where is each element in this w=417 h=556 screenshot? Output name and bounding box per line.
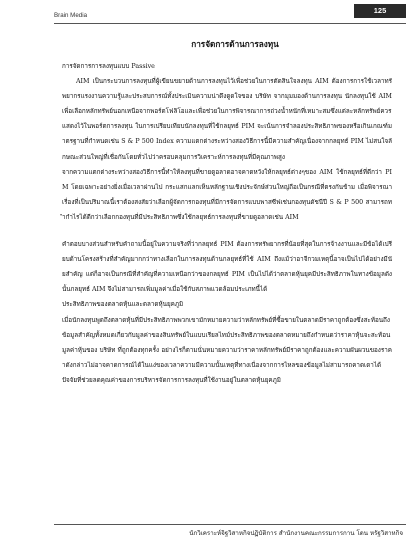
body-paragraph: คำตอบบางส่วนสำหรับคำถามนี้อยู่ในความจริงที่ว่ากลยุทธ์ PIM ต้องการทรัพยากรที่น้อยที่สุดในการจ้างงานและมีข้อได้เปรียบด้านโครงสร้างที่สำคัญมากกว่าทางเลือกในการลงทุนด้านกลยุทธ์ที่ใช้ AIM ถึงแม้ว่าอาจีกวมเหตุนี้อาจเป็นไปได้อย่างมีนัยสำคัญ แต่ก็อาจเป็นกรณีที่สำคัญที่ความเหนือกว่าของกลยุทธ์ PIM เป็นไปได้ว่าตลาดหุ้นยุคมีประสิทธิภาพในทางข้อมูลดังนั้นกลยุทธ์ AIM จึงไม่สามารถเพิ่มมูลค่าเมื่อใช้กับสภาพแวดล้อมประเภทนี้ได้ [62,241,392,294]
section-subheading: การจัดการการลงทุนแบบ Passive [62,63,155,70]
page-content [62,38,392,388]
body-paragraph: จากความแตกต่างระหว่างสองวิธีการนี้ทำให้ลงทุนที่ขายดูอลาดอาจคาดหวังให้กลยุทธ์ต่างๆของ AIM ใช้กลยุทธ์ที่ดีกว่า PIM โดยเฉพาะอย่างยิ่งเมื่อเวลาผ่านไป กระแสกแลกเห็นหลักฐานเชิงประจักษ์ส่วนใหญ่ถือเป็นกรณีที่ตรงกันข้าม เมื่อพิจารณาเรื่องที่เป็นปริมาณนี้เราต้องสงสัยว่าเลือกผู้จัดการกองทุนที่มีการจัดการแบบพาสซีฟเช่นกองทุนดัชนีปี S & P 500 สามารถทำกำไรได้ดีกว่าเลือกกองทุนที่มีประสิทธิภาพซึ่งใช้กลยุทธ์การลงทุนที่ขายดูอลาดเช่น AIM [62,168,392,221]
page-title: การจัดการด้านการลงทุน [191,39,279,49]
section-subheading: ประสิทธิภาพของตลาดหุ้นและตลาดหุ้นยุคภูมิ [62,301,184,309]
section-subheading: ปัจจัยที่ช่วยลดคุณค่าของการบริหารจัดการการลงทุนที่ใช้งานอยู่ในตลาดหุ้นยุคภูมิ [62,376,281,384]
footer-text: นักวิเคราะห์จิฐวิสาหกิจปฏิบัติการ สำนักงานคณะกรรมการกาน โดน หรัฐวิสาหกิจ [189,530,403,537]
footer-divider [54,524,406,525]
page-number-tab: 125 [354,4,406,18]
body-paragraph: AIM เป็นกระบวนการลงทุนที่ผู้เขียนขยายด้านการลงทุนไว้เพื่อช่วยในการตัดสินใจลงทุน AIM ต้องการการใช้เวลาทรัพยากรแรงงานความรู้และประสบการณ์ทั้งประเมินความน่าดึงดูดใจของ บริษัท จากมุมมองด้านการลงทุน นักลงทุนใช้ AIM เพื่อเลือกหลักทรัพย์นอกเหนือจากพอร์ตโฟลิโอและเพื่อช่วยในการพิจารณาการถ่วงน้ำหนักที่เหมาะสมซึ่งแต่ละหลักทรัพย์ควรแสดงไว้ในพอร์ตการลงทุน ในการเปรียบเทียบนักลงทุนที่ใช้กลยุทธ์ PIM จะเน้นการจำลองประสิทธิภาพของหรือเกินเกณฑ์มาตรฐานที่กำหนดเช่น S & P 500 Index ความแตกต่างระหว่างสองวิธีการนี้มีความสำคัญเนื่องจากกลยุทธ์ PIM ไม่สนใจลักษณะส่วนใหญ่ที่เชื่อกันโดยทั่วไปว่าครอบคลุมการวิเคราะห์การลงทุนที่มีคุณภาพสูง [62,78,392,161]
header-divider [54,23,406,24]
paragraph-gap [62,225,392,237]
body-paragraph: เมื่อนักลงทุนพูดถึงตลาดหุ้นที่มีประสิทธิภาพพวกเขามักหมายความว่าหลักทรัพย์ที่ซื้อขายในตลาดมีราคาถูกต้องซึ่งสะท้อนถึงข้อมูลสำคัญทั้งหมดเกี่ยวกับมูลค่าของสินทรัพย์ในแบบเรียลไทม์ประสิทธิภาพของตลาดหมายถึงกำหนดว่าราคาหุ้นจะสะท้อนมูลค่าหุ้นของ บริษัท ที่ถูกต้องทุกครั้ง อย่างไรก็ตามนั่นหมายความว่าราคาหลักทรัพย์มีราคาถูกต้องและความผันผวนของราคาดังกล่าวไม่อาจคาดการณ์ได้ในแง่ของเวลาความมีความนั้นเหตุที่ทางเนื่องจากการไหลของข้อมูลไม่สามารถคาดเดาได้ [62,316,392,369]
header-brand: Brain Media [54,12,88,19]
